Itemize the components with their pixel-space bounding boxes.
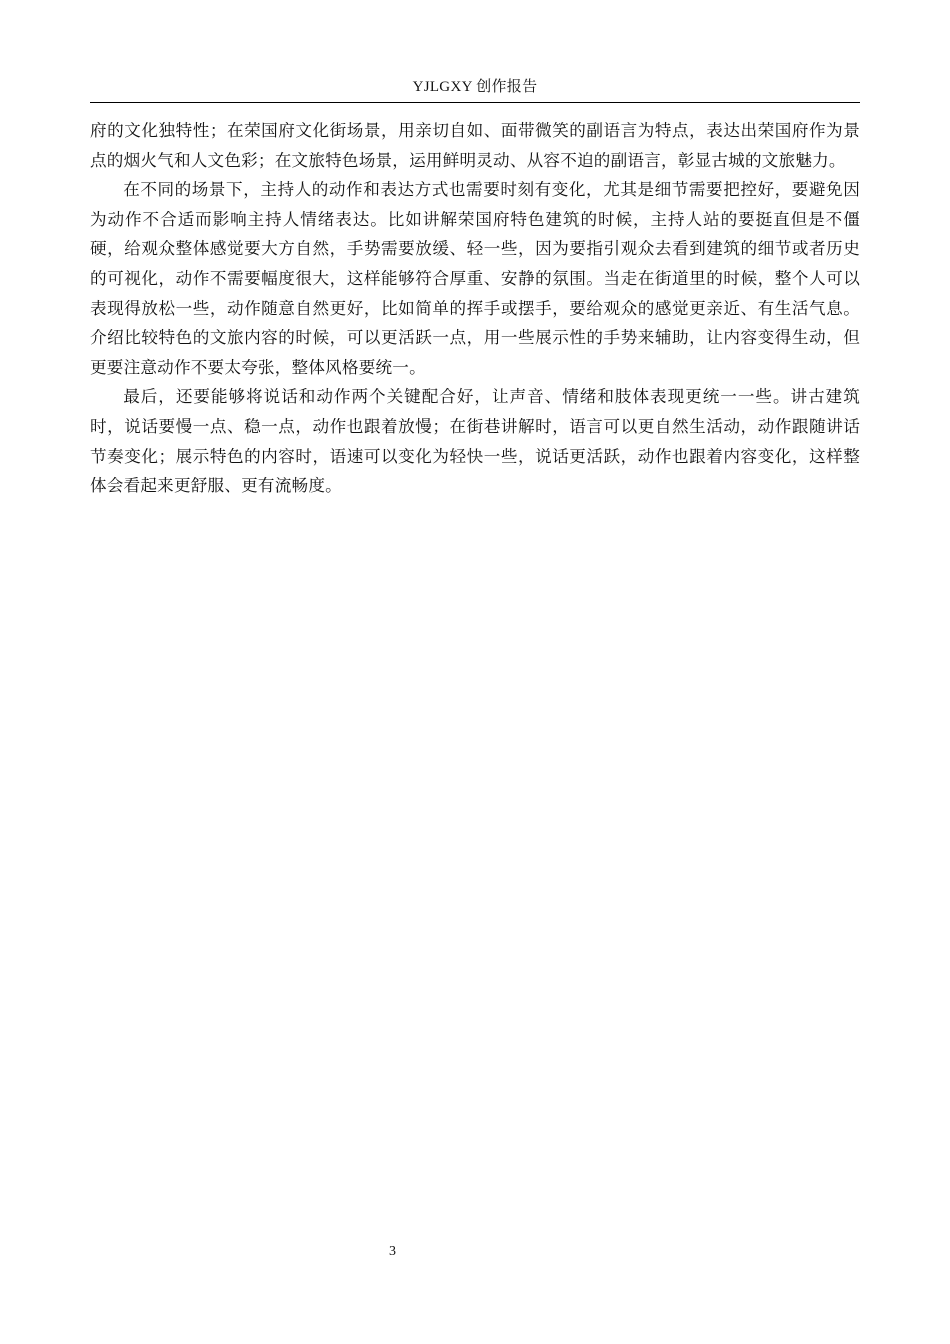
- page-number: 3: [389, 1244, 396, 1259]
- paragraph-continuation: 府的文化独特性；在荣国府文化街场景，用亲切自如、面带微笑的副语言为特点，表达出荣国府作为景点的烟火气和人文色彩；在文旅特色场景，运用鲜明灵动、从容不迫的副语言，彰显古城的文旅魅力。: [90, 121, 860, 170]
- paragraph-actions: 在不同的场景下，主持人的动作和表达方式也需要时刻有变化，尤其是细节需要把控好，要避免因为动作不合适而影响主持人情绪表达。比如讲解荣国府特色建筑的时候，主持人站的要挺直但是不僵硬，给观众整体感觉要大方自然，手势需要放缓、轻一些，因为要指引观众去看到建筑的细节或者历史的可视化，动作不需要幅度很大，这样能够符合厚重、安静的氛围。当走在街道里的时候，整个人可以表现得放松一些，动作随意自然更好，比如简单的挥手或摆手，要给观众的感觉更亲近、有生活气息。介绍比较特色的文旅内容的时候，可以更活跃一点，用一些展示性的手势来辅助，让内容变得生动，但更要注意动作不要太夸张，整体风格要统一。: [90, 180, 860, 377]
- header-title: YJLGXY 创作报告: [412, 79, 538, 95]
- page-header: [90, 76, 860, 103]
- document-body: [90, 116, 860, 501]
- paragraph-coordination: 最后，还要能够将说话和动作两个关键配合好，让声音、情绪和肢体表现更统一一些。讲古建筑时，说话要慢一点、稳一点，动作也跟着放慢；在街巷讲解时，语言可以更自然生活动，动作跟随讲话节奏变化；展示特色的内容时，语速可以变化为轻快一些，说话更活跃，动作也跟着内容变化，这样整体会看起来更舒服、更有流畅度。: [90, 387, 860, 496]
